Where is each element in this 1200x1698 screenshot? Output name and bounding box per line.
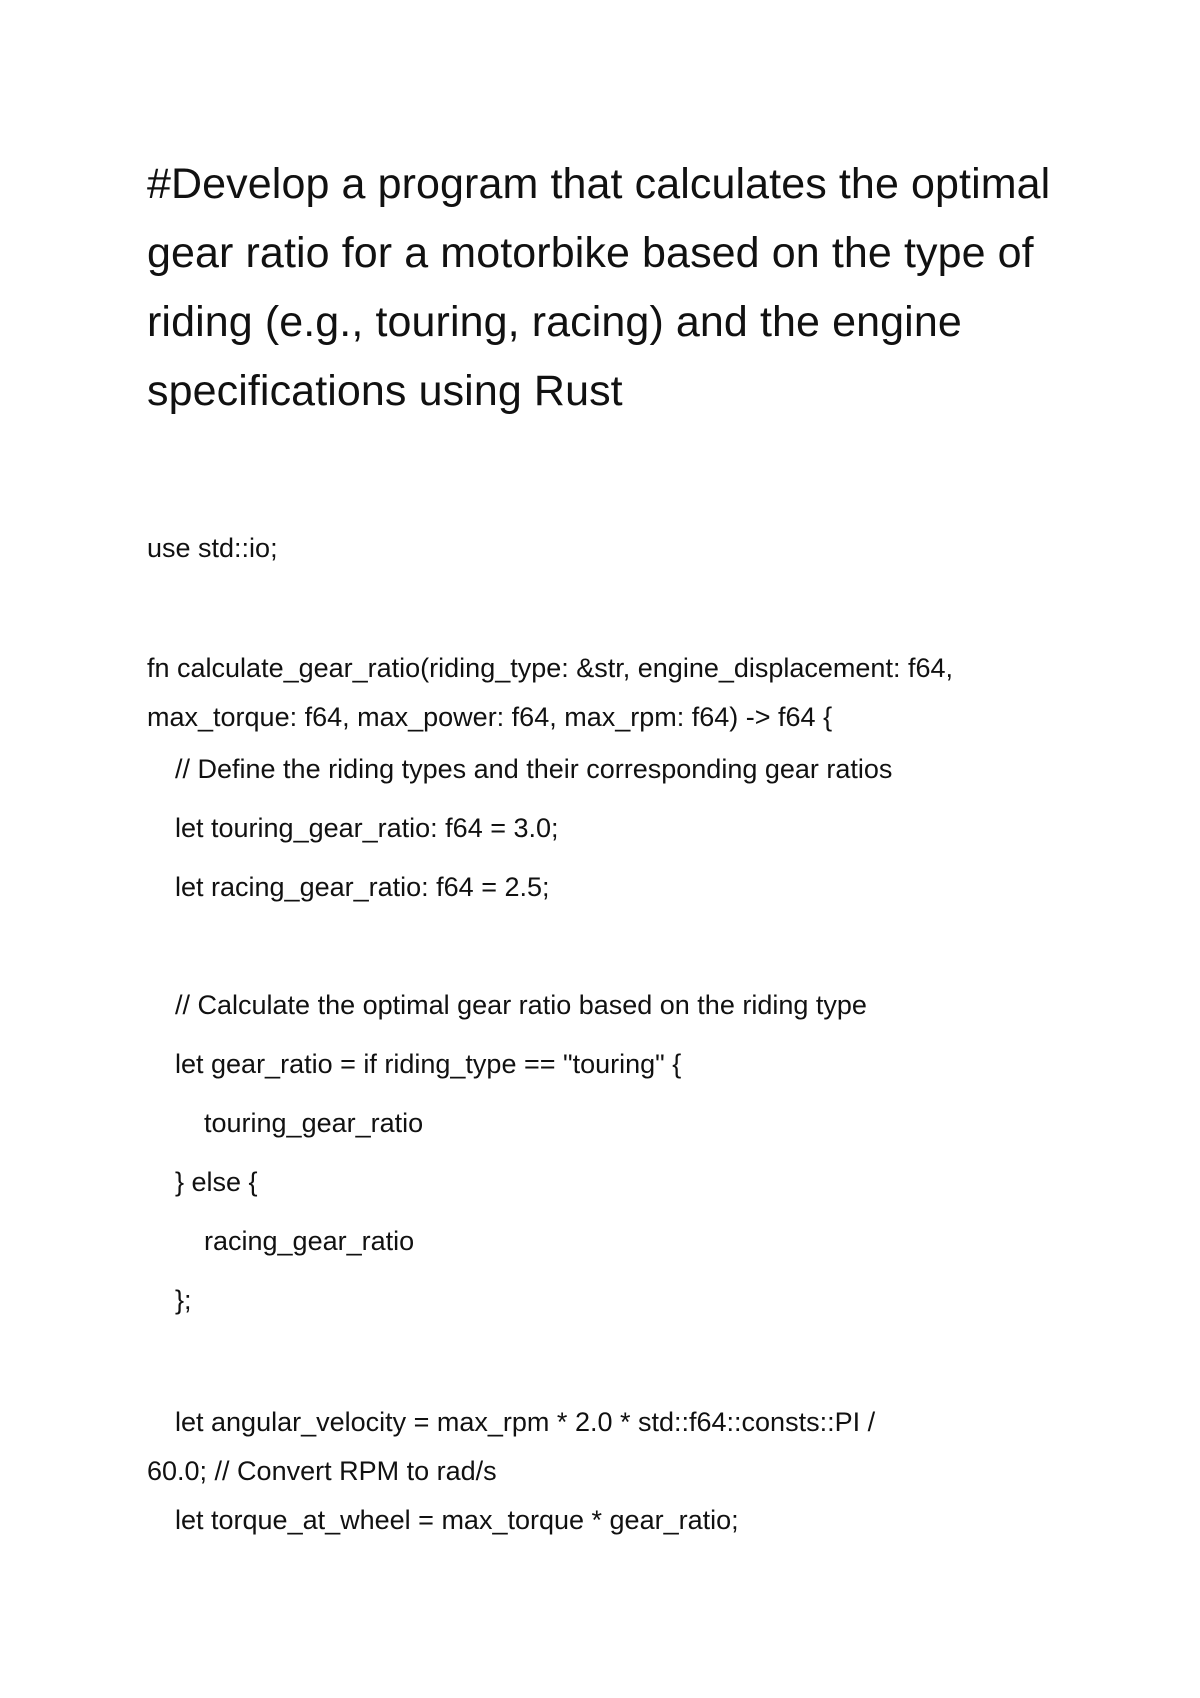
- code-line-touring-value: touring_gear_ratio: [204, 1108, 424, 1138]
- code-line-torque-at-wheel: let torque_at_wheel = max_torque * gear_ratio;: [175, 1505, 739, 1535]
- code-line-comment-define: // Define the riding types and their corresponding gear ratios: [175, 754, 893, 784]
- code-line-if-touring: let gear_ratio = if riding_type == "touring" {: [175, 1049, 682, 1079]
- code-line-close-brace: };: [175, 1285, 192, 1315]
- code-line-touring-ratio: let touring_gear_ratio: f64 = 3.0;: [175, 813, 559, 843]
- code-line-else: } else {: [175, 1167, 258, 1197]
- code-line-comment-calc: // Calculate the optimal gear ratio based on the riding type: [175, 990, 867, 1020]
- code-line-racing-value: racing_gear_ratio: [204, 1226, 415, 1256]
- code-line-racing-ratio: let racing_gear_ratio: f64 = 2.5;: [175, 872, 550, 902]
- code-line-fn-signature-cont: max_torque: f64, max_power: f64, max_rpm: f64) -> f64 {: [147, 702, 833, 732]
- code-line-angular-velocity-cont: 60.0; // Convert RPM to rad/s: [147, 1456, 497, 1486]
- code-line-fn-signature: fn calculate_gear_ratio(riding_type: &str, engine_displacement: f64,: [147, 653, 953, 683]
- document-heading: #Develop a program that calculates the optimal gear ratio for a motorbike based on the type of riding (e.g., touring, racing) and the engine specifications using Rust: [147, 160, 1051, 415]
- code-line-use: use std::io;: [147, 533, 278, 563]
- code-line-angular-velocity: let angular_velocity = max_rpm * 2.0 * std::f64::consts::PI /: [175, 1407, 876, 1437]
